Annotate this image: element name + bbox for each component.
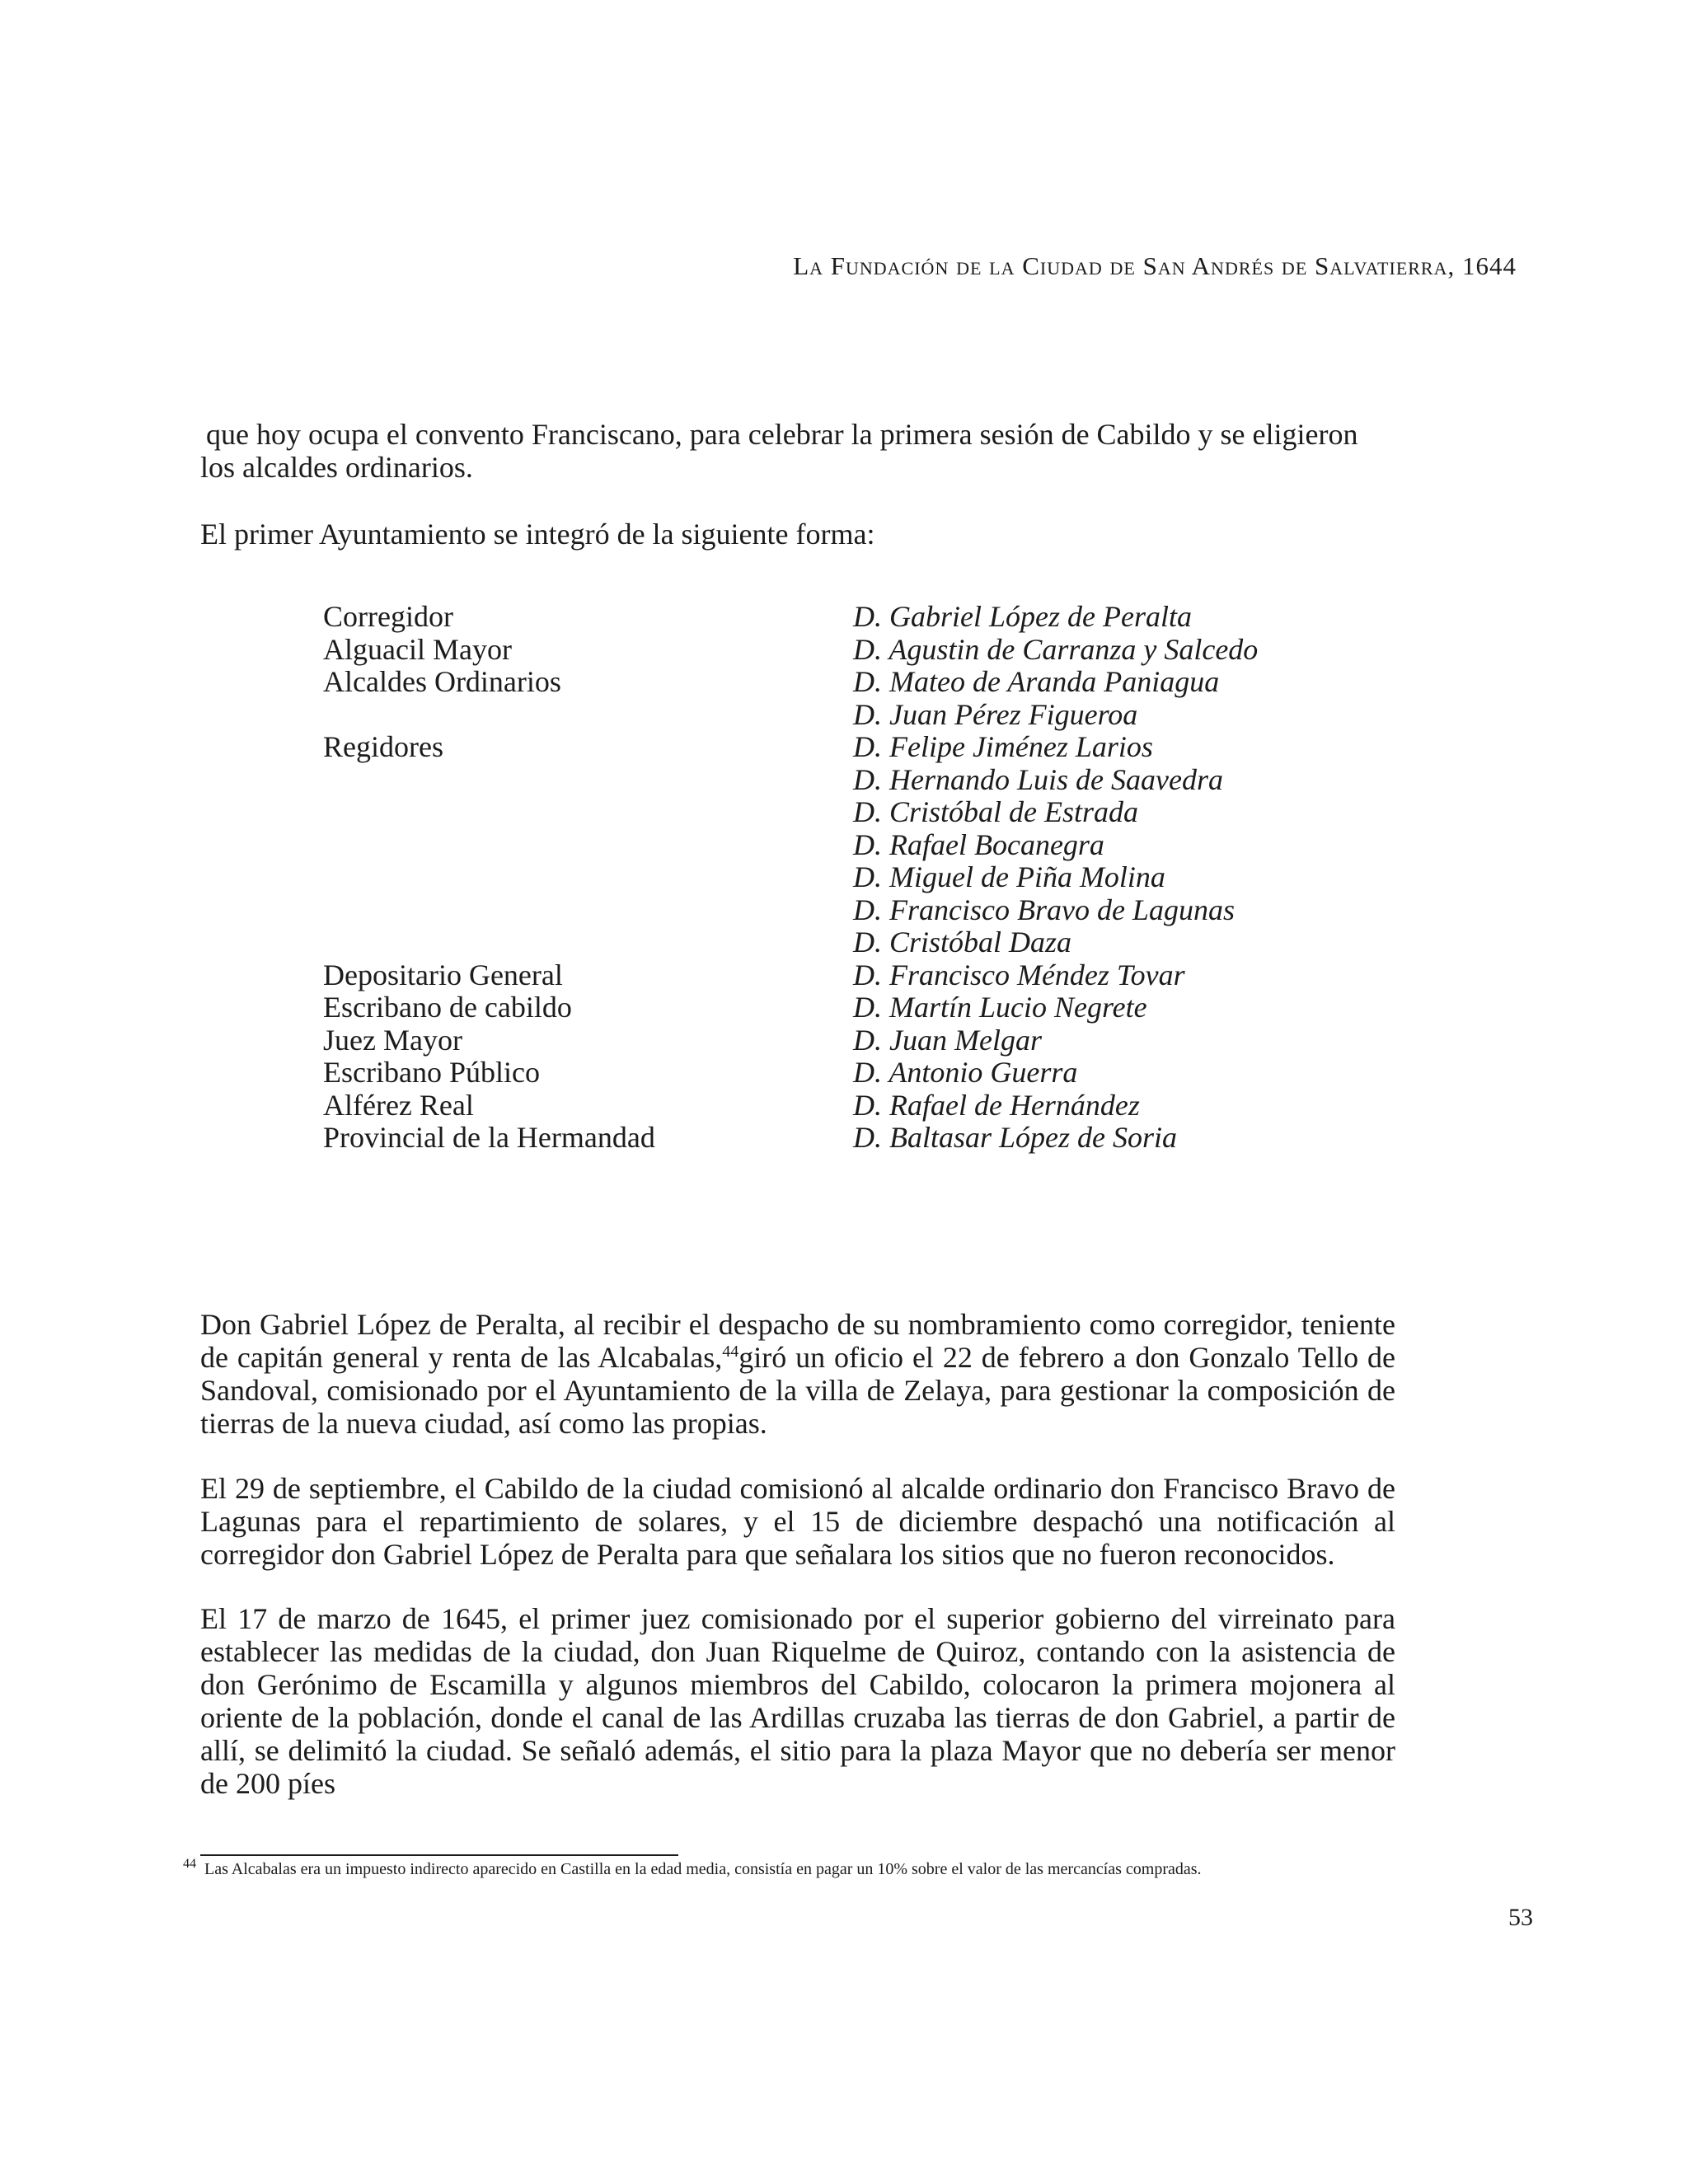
officeholder-name: D. Felipe Jiménez Larios (853, 730, 1153, 763)
footnote-number: 44 (183, 1857, 196, 1872)
marzo-paragraph: El 17 de marzo de 1645, el primer juez comisionado por el superior gobierno del virreinato para establecer las medidas de la ciudad, don Juan Riquelme de Quiroz, contando con la asistencia de don Gerónimo de Escamilla y algunos miembros del Cabildo, colocaron la primera mojonera al oriente de la población, donde el canal de las Ardillas cruzaba las tierras de don Gabriel, a partir de allí, se delimitó la ciudad. Se señaló además, el sitio para la plaza Mayor que no debería ser menor de 200 píes (200, 1602, 1395, 1800)
office-title: Alguacil Mayor (323, 632, 512, 666)
officeholder-name: D. Baltasar López de Soria (853, 1121, 1178, 1154)
running-header: La Fundación de la Ciudad de San Andrés de Salvatierra, 1644 (793, 251, 1517, 280)
office-title: Juez Mayor (323, 1023, 462, 1057)
officeholder-name: D. Juan Melgar (853, 1023, 1042, 1057)
offices-column (323, 601, 801, 1155)
officeholder-name: D. Cristóbal de Estrada (853, 795, 1139, 828)
intro-text: que hoy ocupa el convento Franciscano, para celebrar la primera sesión de Cabildo y se eligieron los alcaldes ordinarios. (200, 418, 1358, 484)
officeholder-name: D. Rafael Bocanegra (853, 827, 1104, 861)
peralta-paragraph (200, 1308, 1395, 1440)
office-title: Escribano Público (323, 1056, 540, 1089)
office-title (323, 699, 801, 732)
office-title: Corregidor (323, 600, 453, 633)
lead-paragraph: El primer Ayuntamiento se integró de la siguiente forma: (200, 518, 875, 551)
officeholder-name: D. Cristóbal Daza (853, 926, 1072, 958)
footnote-text: Las Alcabalas era un impuesto indirecto aparecido en Castilla en la edad media, consistía en pagar un 10% sobre el valor de las mercancías compradas. (204, 1860, 1202, 1878)
office-title: Alcaldes Ordinarios (323, 665, 561, 698)
officeholder-name: D. Antonio Guerra (853, 1056, 1078, 1089)
office-title: Alférez Real (323, 1088, 474, 1122)
page-number: 53 (1508, 1904, 1533, 1931)
office-title: Escribano de cabildo (323, 991, 572, 1024)
office-title (323, 894, 801, 927)
officeholder-name: D. Juan Pérez Figueroa (853, 697, 1138, 731)
cabildo-paragraph: El 29 de septiembre, el Cabildo de la ciudad comisionó al alcalde ordinario don Francisco Bravo de Lagunas para el repartimiento de solares, y el 15 de diciembre despachó una notificación al corregidor don Gabriel López de Peralta para que señalara los sitios que no fueron reconocidos. (200, 1472, 1395, 1571)
footnote-reference: 44 (722, 1343, 739, 1361)
officeholder-name: D. Gabriel López de Peralta (853, 600, 1192, 633)
office-title: Depositario General (323, 958, 563, 991)
office-title (323, 926, 801, 959)
footnote-divider (200, 1854, 678, 1856)
officeholder-name: D. Hernando Luis de Saavedra (853, 762, 1223, 796)
office-title: Provincial de la Hermandad (323, 1121, 655, 1154)
officeholder-name: D. Francisco Méndez Tovar (853, 958, 1185, 991)
officeholder-name: D. Rafael de Hernández (853, 1088, 1140, 1122)
officeholder-name: D. Martín Lucio Negrete (853, 991, 1147, 1024)
footnote (183, 1859, 1419, 1879)
names-column (853, 601, 1430, 1155)
officeholder-name: D. Miguel de Piña Molina (853, 860, 1165, 893)
office-title (323, 796, 801, 829)
office-title (323, 829, 801, 862)
peralta-text-before: Don Gabriel López de Peralta, al recibir el despacho de su nombramiento como corregidor, teniente de capitán general y renta de las Alcabalas, (200, 1308, 1395, 1374)
office-title: Regidores (323, 730, 443, 763)
office-title (323, 861, 801, 894)
officeholder-name: D. Agustin de Carranza y Salcedo (853, 632, 1259, 666)
officeholder-name: D. Mateo de Aranda Paniagua (853, 665, 1220, 698)
office-title (323, 764, 801, 797)
intro-paragraph (200, 418, 1395, 484)
officeholder-name: D. Francisco Bravo de Lagunas (853, 893, 1235, 926)
peralta-text-after: giró un oficio el 22 de febrero a don Gonzalo Tello de Sandoval, comisionado por el Ayuntamiento de la villa de Zelaya, para gestionar la composición de tierras de la nueva ciudad, así como las propias. (200, 1341, 1395, 1440)
